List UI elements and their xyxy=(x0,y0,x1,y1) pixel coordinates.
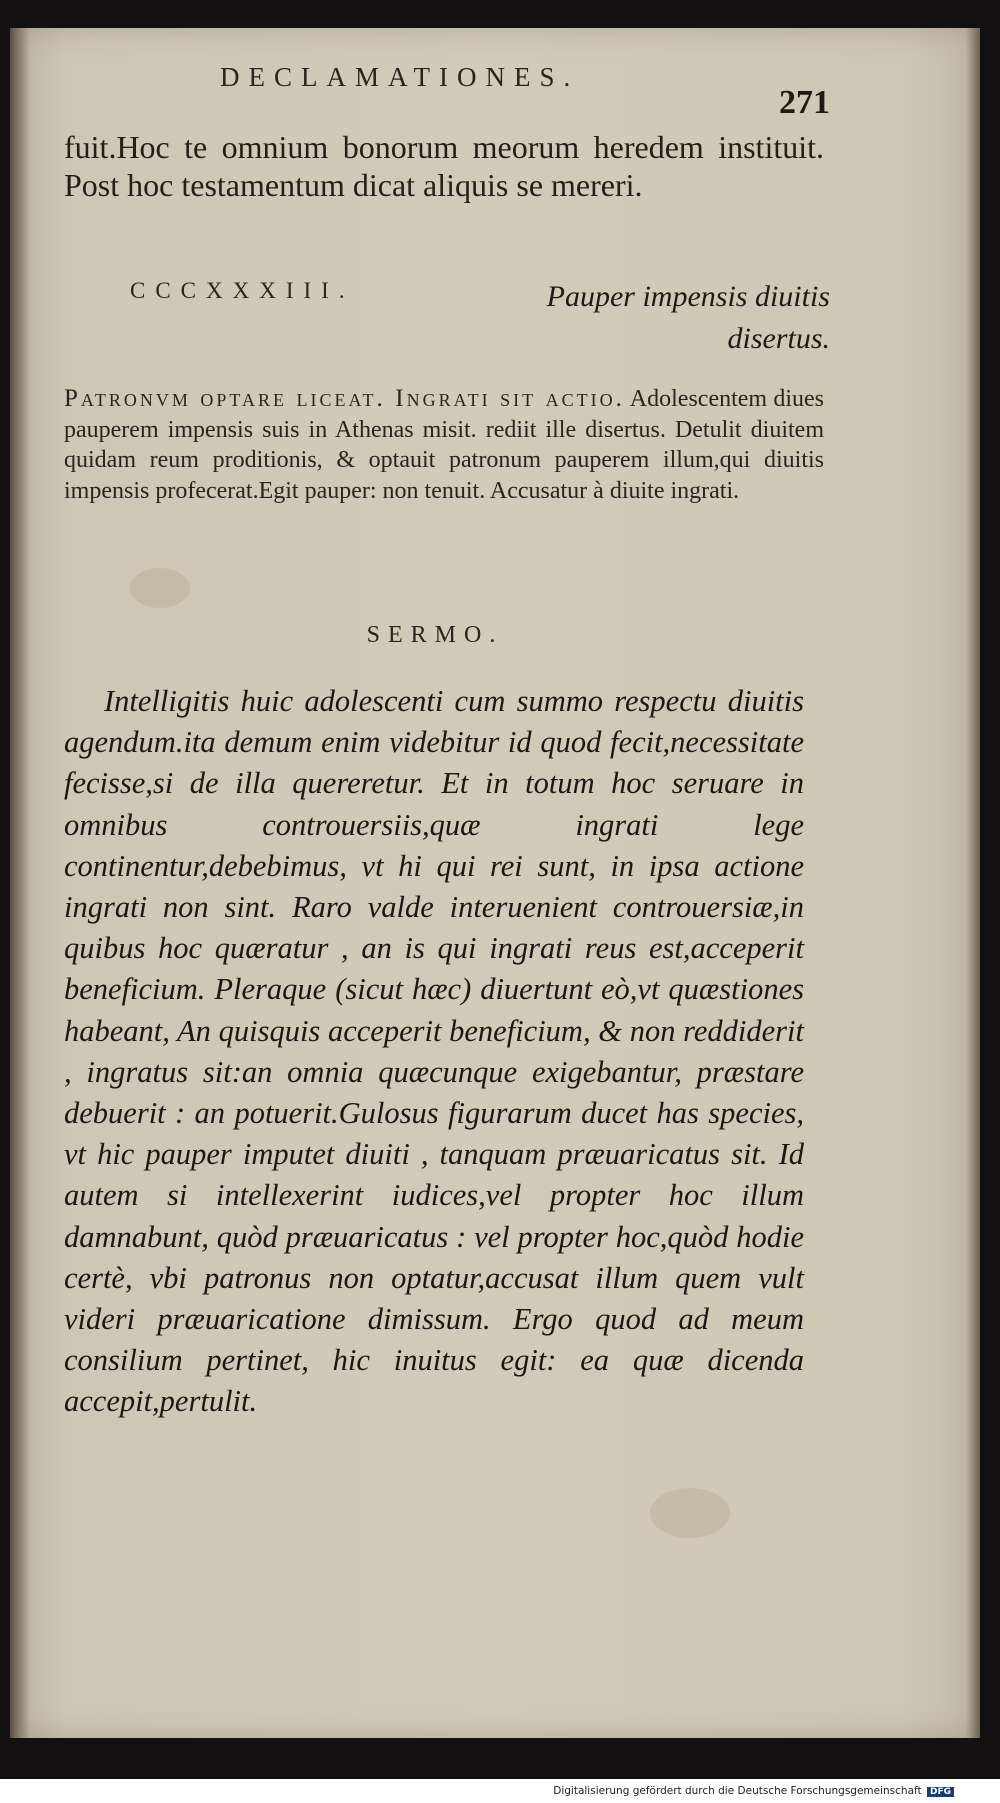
declamation-number: CCCXXXIII. xyxy=(130,278,355,303)
previous-paragraph: fuit.Hoc te omnium bonorum meorum heredem instituit. Post hoc testamentum dicat aliquis se mereri. xyxy=(64,129,824,203)
argument-text: Adolescentem diues pauperem impensis suis in Athenas misit. rediit ille disertus. Detulit diuitem quidam reum proditionis, & optauit patronum pauperem illum,qui diuitis impensis profecerat.Egit pauper: non tenuit. Accusatur à diuite ingrati. xyxy=(64,386,825,504)
running-head: DECLAMATIONES. xyxy=(220,62,580,92)
credit-text: Digitalisierung gefördert durch die Deutsche Forschungsgemeinschaft xyxy=(553,1785,922,1797)
declamation-title: Pauper impensis diuitis disertus. xyxy=(546,280,830,355)
argument-paragraph xyxy=(64,384,824,506)
page-number: 271 xyxy=(779,84,830,121)
argument-lead: Patronvm optare liceat. Ingrati sit actio. xyxy=(64,385,625,412)
dfg-logo: DFG xyxy=(927,1787,954,1797)
sermo-body: Intelligitis huic adolescenti cum summo respectu diuitis agendum.ita demum enim videbitur id quod fecit,necessitate fecisse,si de illa quereretur. Et in totum hoc seruare in omnibus controuersiis,quæ ingrati lege continentur,debebimus, vt hi qui rei sunt, in ipsa actione ingrati non sint. Raro valde interuenient controuersiæ,in quibus hoc quæratur , an is qui ingrati reus est,acceperit beneficium. Pleraque (sicut hæc) diuertunt eò,vt quæstiones habeant, An quisquis acceperit beneficium, & non reddiderit , ingratus sit:an omnia quæcunque exigebantur, præstare debuerit : an potuerit.Gulosus figurarum ducet has species, vt hic pauper imputet diuiti , tanquam præuaricatus sit. Id autem si intellexerint iudices,vel propter hoc illum damnabunt, quòd præuaricatus : vel propter hoc,quòd hodie certè, vbi patronus non optatur,accusat illum quem vult videri præuaricatione dimissum. Ergo quod ad meum consilium pertinet, hic inuitus egit: ea quæ dicenda accepit,pertulit. xyxy=(64,684,804,1419)
section-heading: SERMO. xyxy=(366,622,504,648)
foxing-spot xyxy=(650,1488,730,1538)
page-gutter-shadow xyxy=(10,28,30,1738)
foxing-spot xyxy=(130,568,190,608)
digitization-credit xyxy=(549,1784,958,1798)
page-edge-shadow xyxy=(966,28,980,1738)
